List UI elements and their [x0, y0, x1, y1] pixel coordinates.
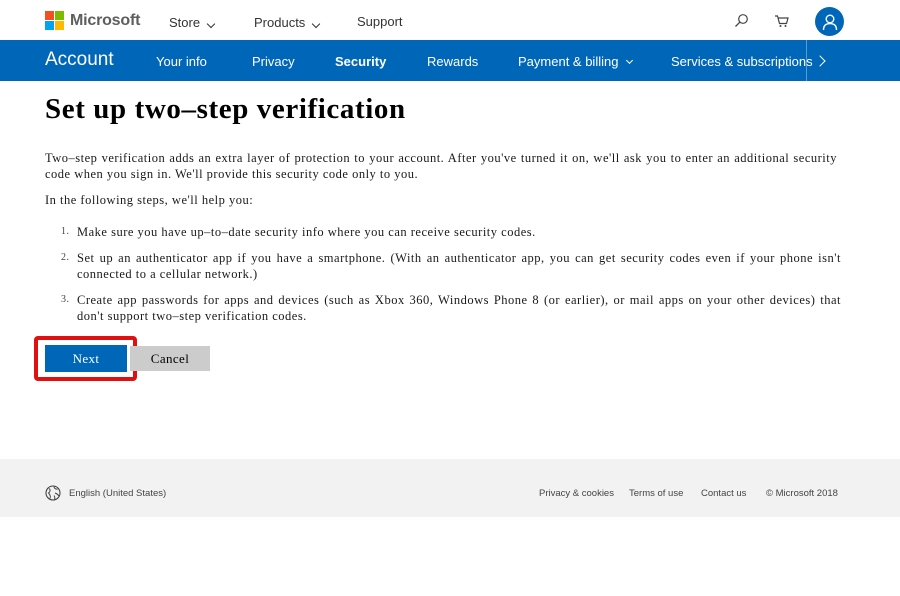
globe-icon: [45, 485, 61, 501]
tab-your-info-label: Your info: [156, 54, 207, 69]
chevron-down-icon: [312, 19, 320, 27]
copyright-text: © Microsoft 2018: [766, 488, 838, 499]
nav-store[interactable]: [169, 15, 214, 30]
tab-privacy-label: Privacy: [252, 54, 295, 69]
tab-services-subscriptions[interactable]: [671, 54, 813, 69]
microsoft-logo-icon: [45, 11, 64, 30]
list-item: [61, 224, 841, 240]
brand-name: Microsoft: [70, 11, 141, 29]
account-nav-bar: [0, 40, 900, 81]
chevron-right-icon: [814, 55, 825, 66]
tab-payment-billing[interactable]: [518, 54, 632, 69]
steps-intro: In the following steps, we'll help you:: [45, 193, 254, 207]
tab-privacy[interactable]: [252, 54, 295, 69]
locale-label: English (United States): [69, 487, 167, 499]
step-text: Create app passwords for apps and devices (such as Xbox 360, Windows Phone 8 (or earlier), or mail apps on your other devices) that don't support two–step verification codes.: [77, 293, 841, 323]
account-title[interactable]: Account: [45, 49, 114, 70]
step-number: 1.: [61, 226, 70, 237]
intro-paragraph: Two–step verification adds an extra layer of protection to your account. After you've turned it on, we'll ask you to enter an additional security code when you sign in. We'll provide this security code only to you.: [45, 151, 837, 181]
tab-security-label: Security: [335, 54, 387, 69]
nav-support-label: Support: [357, 14, 403, 29]
nav-support[interactable]: [357, 14, 403, 29]
privacy-cookies-link[interactable]: Privacy & cookies: [539, 488, 614, 499]
account-avatar-icon[interactable]: [815, 7, 844, 36]
search-icon[interactable]: [733, 12, 749, 28]
chevron-down-icon: [207, 19, 215, 27]
list-item: [61, 292, 841, 324]
tab-your-info[interactable]: [156, 54, 207, 69]
next-button[interactable]: Next: [45, 345, 127, 372]
site-footer: [0, 459, 900, 517]
step-number: 2.: [61, 252, 70, 263]
contact-us-link[interactable]: Contact us: [701, 488, 747, 499]
step-number: 3.: [61, 294, 70, 305]
cart-icon[interactable]: [773, 13, 789, 29]
list-item: [61, 250, 841, 282]
terms-of-use-link[interactable]: Terms of use: [629, 488, 684, 499]
chevron-down-icon: [626, 56, 633, 63]
cancel-button[interactable]: Cancel: [130, 346, 210, 371]
tab-security[interactable]: [335, 54, 386, 69]
step-text: Set up an authenticator app if you have a smartphone. (With an authenticator app, you can get security codes even if your phone isn't connected to a cellular network.): [77, 251, 841, 281]
tab-rewards-label: Rewards: [427, 54, 479, 69]
site-header: [0, 0, 900, 40]
step-text: Make sure you have up–to–date security info where you can receive security codes.: [77, 225, 536, 239]
locale-selector[interactable]: [45, 485, 166, 501]
microsoft-logo[interactable]: [45, 11, 140, 30]
nav-products-label: Products: [254, 15, 306, 30]
nav-scroll-right-button[interactable]: [806, 40, 836, 81]
page-title: Set up two–step verification: [45, 93, 406, 125]
steps-list: [61, 224, 841, 324]
nav-products[interactable]: [254, 15, 319, 30]
tab-services-subscriptions-label: Services & subscriptions: [671, 54, 813, 69]
tab-rewards[interactable]: [427, 54, 478, 69]
nav-store-label: Store: [169, 15, 201, 30]
tab-payment-billing-label: Payment & billing: [518, 54, 619, 69]
